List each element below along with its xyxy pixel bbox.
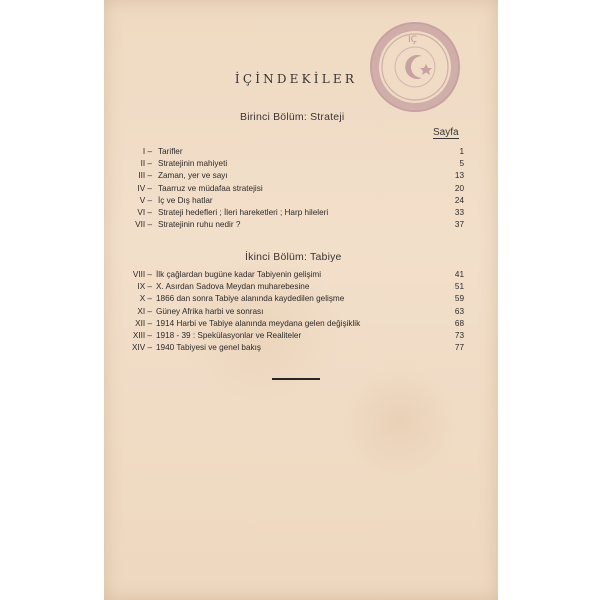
chapter-page: 33	[454, 207, 464, 217]
chapter-page: 77	[454, 343, 464, 353]
chapter-title: İlk çağlardan bugüne kadar Tabiyenin gelişimi	[156, 270, 322, 279]
chapter-number: IV –	[137, 183, 152, 193]
toc-row	[104, 331, 498, 343]
page-title: İÇİNDEKİLER	[234, 72, 358, 86]
chapter-number: XII –	[135, 318, 152, 328]
stamp-seal-icon	[372, 24, 458, 110]
toc-row	[104, 220, 498, 232]
toc-row	[104, 208, 498, 220]
toc-section-1	[104, 147, 498, 232]
toc-row	[104, 196, 498, 208]
toc-row	[104, 147, 498, 159]
section-heading-tactics: İkinci Bölüm: Tabiye	[245, 251, 342, 263]
chapter-title: Güney Afrika harbi ve sonrası	[156, 306, 264, 316]
toc-row	[104, 294, 498, 306]
chapter-page: 51	[454, 282, 464, 292]
toc-row	[104, 159, 498, 171]
chapter-title: 1918 - 39 : Spekülasyonlar ve Realiteler	[156, 330, 302, 340]
chapter-title: X. Asırdan Sadova Meydan muharebesine	[156, 282, 310, 292]
chapter-page: 13	[454, 171, 464, 181]
chapter-number: XI –	[137, 306, 152, 316]
toc-row	[104, 171, 498, 183]
chapter-title: 1866 dan sonra Tabiye alanında kaydedilen gelişme	[156, 294, 345, 304]
chapter-number: VIII –	[132, 270, 152, 279]
chapter-title: Stratejinin ruhu nedir ?	[158, 220, 241, 230]
chapter-page: 63	[454, 306, 464, 316]
chapter-title: Taarruz ve müdafaa stratejisi	[158, 183, 263, 193]
chapter-page: 5	[459, 159, 464, 169]
chapter-number: VI –	[137, 207, 152, 217]
chapter-page: 24	[454, 195, 464, 205]
chapter-number: IX –	[137, 282, 152, 292]
chapter-page: 59	[454, 294, 464, 304]
chapter-page: 1	[459, 147, 464, 156]
chapter-title: Tarifler	[158, 147, 183, 156]
chapter-number: XIII –	[132, 330, 152, 340]
chapter-title: 1914 Harbi ve Tabiye alanında meydana gelen değişiklik	[156, 318, 361, 328]
chapter-title: 1940 Tabiyesi ve genel bakış	[156, 343, 261, 353]
end-divider	[272, 378, 320, 380]
chapter-page: 41	[454, 270, 464, 279]
toc-row	[104, 343, 498, 355]
chapter-page: 68	[454, 318, 464, 328]
chapter-number: VII –	[135, 220, 152, 230]
chapter-number: XIV –	[131, 343, 152, 353]
toc-row	[104, 270, 498, 282]
chapter-page: 73	[454, 330, 464, 340]
chapter-page: 37	[454, 220, 464, 230]
toc-row	[104, 319, 498, 331]
section-heading-strategy: Birinci Bölüm: Strateji	[240, 111, 345, 123]
toc-row	[104, 307, 498, 319]
chapter-number: V –	[139, 195, 152, 205]
chapter-number: I –	[142, 147, 152, 156]
toc-row	[104, 282, 498, 294]
chapter-title: Strateji hedefleri ; İleri hareketleri ; Harp hileleri	[158, 207, 329, 217]
chapter-title: Stratejinin mahiyeti	[158, 159, 228, 169]
stamp-text: IÇ	[408, 35, 417, 45]
chapter-number: X –	[139, 294, 152, 304]
toc-row	[104, 184, 498, 196]
page-column-label: Sayfa	[433, 127, 459, 138]
chapter-number: II –	[140, 159, 152, 169]
library-stamp	[370, 22, 460, 112]
toc-section-2	[104, 270, 498, 355]
chapter-title: Zaman, yer ve sayı	[158, 171, 228, 181]
chapter-page: 20	[454, 183, 464, 193]
chapter-number: III –	[138, 171, 152, 181]
chapter-title: İç ve Dış hatlar	[158, 195, 213, 205]
